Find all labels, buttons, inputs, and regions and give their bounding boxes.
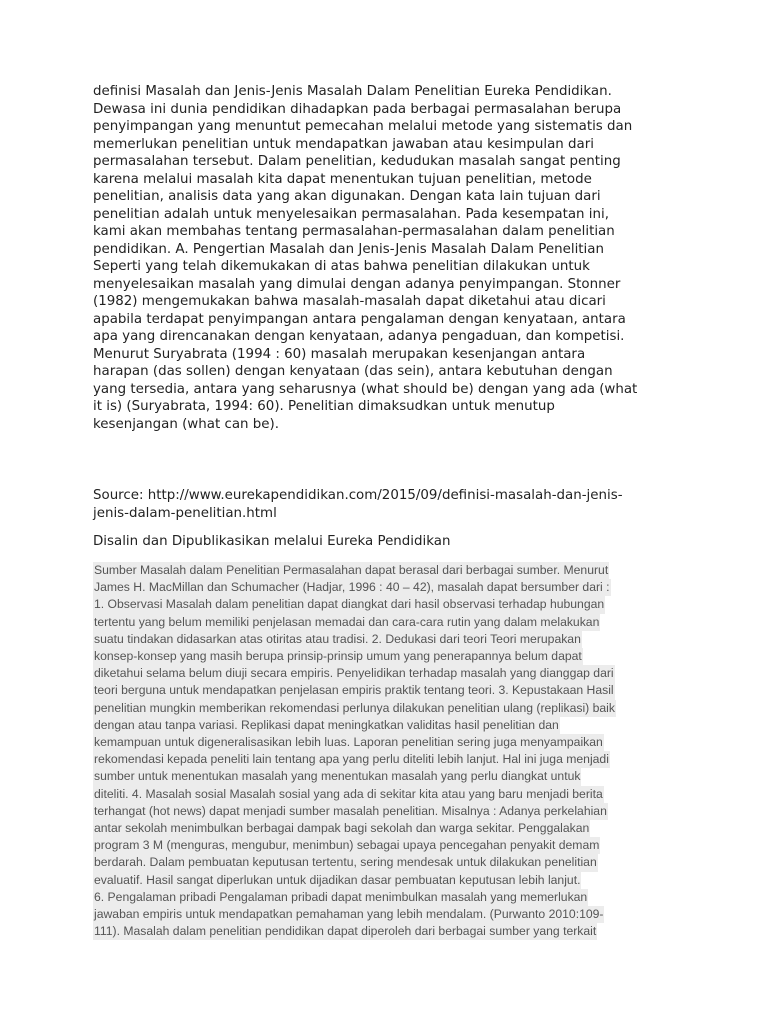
quoted-line: tertentu yang belum memiliki penjelasan memadai dan cara-cara rutin yang dalam melakukan	[93, 614, 600, 631]
quoted-line: Sumber Masalah dalam Penelitian Permasalahan dapat berasal dari berbagai sumber. Menurut	[93, 562, 609, 579]
quoted-line: konsep-konsep yang masih berupa prinsip-prinsip umum yang penerapannya belum dapat	[93, 648, 583, 665]
quoted-line: sumber untuk menentukan masalah yang menentukan masalah yang perlu diangkat untuk	[93, 768, 581, 785]
quoted-line: terhangat (hot news) dapat menjadi sumber masalah penelitian. Misalnya : Adanya perkelahian	[93, 803, 608, 820]
paragraph-line: menyelesaikan masalah yang dimulai dengan adanya penyimpangan. Stonner	[93, 276, 621, 292]
quoted-line: antar sekolah menimbulkan berbagai dampak bagi sekolah dan warga sekitar. Penggalakan	[93, 820, 590, 837]
source-line: jenis-dalam-penelitian.html	[93, 505, 277, 521]
quoted-line: penelitian mungkin memberikan rekomendasi perlunya dilakukan penelitian ulang (replikasi) baik	[93, 700, 616, 717]
article-paragraph	[93, 83, 693, 433]
paragraph-line: apabila terdapat penyimpangan antara pengalaman dengan kenyataan, antara	[93, 311, 626, 327]
paragraph-line: Seperti yang telah dikemukakan di atas bahwa penelitian dilakukan untuk	[93, 259, 590, 274]
quoted-line: teori berguna untuk mendapatkan penjelasan empiris praktik tentang teori. 3. Kepustakaan Hasil	[93, 682, 615, 699]
quoted-line: kemampuan untuk digeneralisasikan lebih luas. Laporan penelitian sering juga menyampaikan	[93, 734, 604, 751]
quoted-line: evaluatif. Hasil sangat diperlukan untuk dijadikan dasar pembuatan keputusan lebih lanjut.	[93, 872, 581, 889]
paragraph-line: permasalahan tersebut. Dalam penelitian, kedudukan masalah sangat penting	[93, 154, 621, 169]
paragraph-line: karena melalui masalah kita dapat menentukan tujuan penelitian, metode	[93, 171, 592, 187]
paragraph-line: Menurut Suryabrata (1994 : 60) masalah merupakan kesenjangan antara	[93, 346, 586, 362]
paragraph-line: kesenjangan (what can be).	[93, 416, 279, 432]
quoted-line: 111). Masalah dalam penelitian pendidikan dapat diperoleh dari berbagai sumber yang terkait	[93, 923, 597, 940]
paragraph-line: yang tersedia, antara yang seharusnya (what should be) dengan yang ada (what	[93, 381, 638, 397]
paragraph-line: kami akan membahas tentang permasalahan-permasalahan dalam penelitian	[93, 224, 615, 239]
quoted-line: 6. Pengalaman pribadi Pengalaman pribadi dapat menimbulkan masalah yang memerlukan	[93, 889, 588, 906]
paragraph-line: penyimpangan yang menuntut pemecahan melalui metode yang sistematis dan	[93, 119, 633, 134]
paragraph-line: apa yang direncanakan dengan kenyataan, adanya pengaduan, dan kompetisi.	[93, 329, 625, 344]
paragraph-line: pendidikan. A. Pengertian Masalah dan Jenis-Jenis Masalah Dalam Penelitian	[93, 241, 604, 257]
paragraph-line: it is) (Suryabrata, 1994: 60). Penelitian dimaksudkan untuk menutup	[93, 399, 555, 414]
quoted-line: berdarah. Dalam pembuatan keputusan tertentu, sering mendesak untuk dilakukan penelitian	[93, 854, 598, 871]
quoted-line: suatu tindakan didasarkan atas otiritas atau tradisi. 2. Dedukasi dari teori Teori merupakan	[93, 631, 582, 648]
paragraph-line: definisi Masalah dan Jenis-Jenis Masalah Dalam Penelitian Eureka Pendidikan.	[93, 84, 612, 99]
quoted-line: rekomendasi kepada peneliti lain tentang apa yang perlu diteliti lebih lanjut. Hal ini juga menjadi	[93, 751, 610, 768]
quoted-line: dengan atau tanpa variasi. Replikasi dapat meningkatkan validitas hasil penelitian dan	[93, 717, 560, 734]
source-citation	[93, 487, 693, 522]
quoted-line: diteliti. 4. Masalah sosial Masalah sosial yang ada di sekitar kita atau yang baru menjadi berita	[93, 786, 604, 803]
paragraph-line: memerlukan penelitian untuk mendapatkan jawaban atau kesimpulan dari	[93, 136, 594, 152]
quoted-line: James H. MacMillan dan Schumacher (Hadjar, 1996 : 40 – 42), masalah dapat bersumber dari :	[93, 579, 611, 596]
paragraph-line: penelitian, analisis data yang akan digunakan. Dengan kata lain tujuan dari	[93, 189, 601, 204]
quoted-line: 1. Observasi Masalah dalam penelitian dapat diangkat dari hasil observasi terhadap hubungan	[93, 596, 605, 613]
quoted-line: jawaban empiris untuk mendapatkan pemahaman yang lebih mendalam. (Purwanto 2010:109-	[93, 906, 604, 923]
paragraph-line: penelitian adalah untuk menyelesaikan permasalahan. Pada kesempatan ini,	[93, 206, 609, 222]
published-via-note: Disalin dan Dipublikasikan melalui Eureka Pendidikan	[93, 534, 451, 549]
quoted-highlighted-text	[93, 562, 683, 940]
source-line: Source: http://www.eurekapendidikan.com/2015/09/definisi-masalah-dan-jenis-	[93, 488, 623, 503]
quoted-line: program 3 M (menguras, mengubur, menimbun) sebagai upaya pencegahan penyakit demam	[93, 837, 600, 854]
paragraph-line: Dewasa ini dunia pendidikan dihadapkan pada berbagai permasalahan berupa	[93, 101, 622, 117]
paragraph-line: harapan (das sollen) dengan kenyataan (das sein), antara kebutuhan dengan	[93, 364, 613, 379]
quoted-line: diketahui selama belum diuji secara empiris. Penyelidikan terhadap masalah yang dianggap dari	[93, 665, 615, 682]
paragraph-line: (1982) mengemukakan bahwa masalah-masalah dapat diketahui atau dicari	[93, 294, 606, 309]
